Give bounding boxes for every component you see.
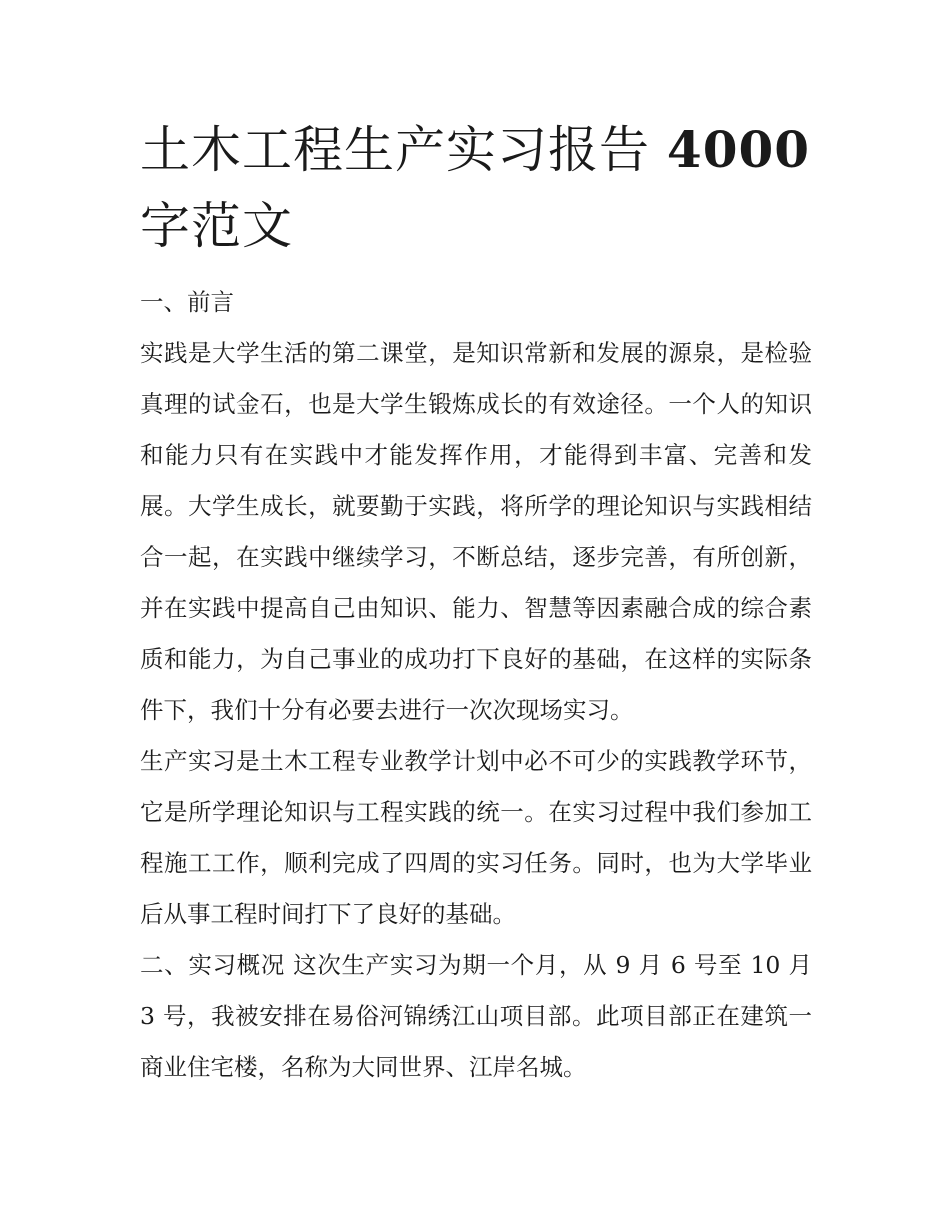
- section-heading-preface: 一、前言: [140, 288, 234, 316]
- document-body: [140, 277, 812, 1093]
- paragraph-practice-importance: 实践是大学生活的第二课堂，是知识常新和发展的源泉，是检验真理的试金石，也是大学生锻炼成长的有效途径。一个人的知识和能力只有在实践中才能发挥作用，才能得到丰富、完善和发展。大学生成长，就要勤于实践，将所学的理论知识与实践相结合一起，在实践中继续学习，不断总结，逐步完善，有所创新，并在实践中提高自己由知识、能力、智慧等因素融合成的综合素质和能力，为自己事业的成功打下良好的基础，在这样的实际条件下，我们十分有必要去进行一次次现场实习。: [140, 339, 812, 724]
- overview-text: 这次生产实习为期一个月，从 9 月 6 号至 10 月 3 号，我被安排在易俗河锦绣江山项目部。此项目部正在建筑一商业住宅楼，名称为大同世界、江岸名城。: [140, 951, 812, 1081]
- title-number: 4000: [666, 120, 811, 179]
- title-text-part2: 字范文: [140, 197, 293, 255]
- document-title: [140, 112, 812, 264]
- paragraph-internship-overview: [140, 940, 812, 1093]
- paragraph-internship-purpose: 生产实习是土木工程专业教学计划中必不可少的实践教学环节，它是所学理论知识与工程实践的统一。在实习过程中我们参加工程施工工作，顺利完成了四周的实习任务。同时，也为大学毕业后从事工程时间打下了良好的基础。: [140, 747, 812, 928]
- document-page: [140, 0, 812, 1229]
- title-text-part1: 土木工程生产实习报告: [140, 121, 650, 179]
- section-heading-overview: 二、实习概况: [140, 951, 286, 979]
